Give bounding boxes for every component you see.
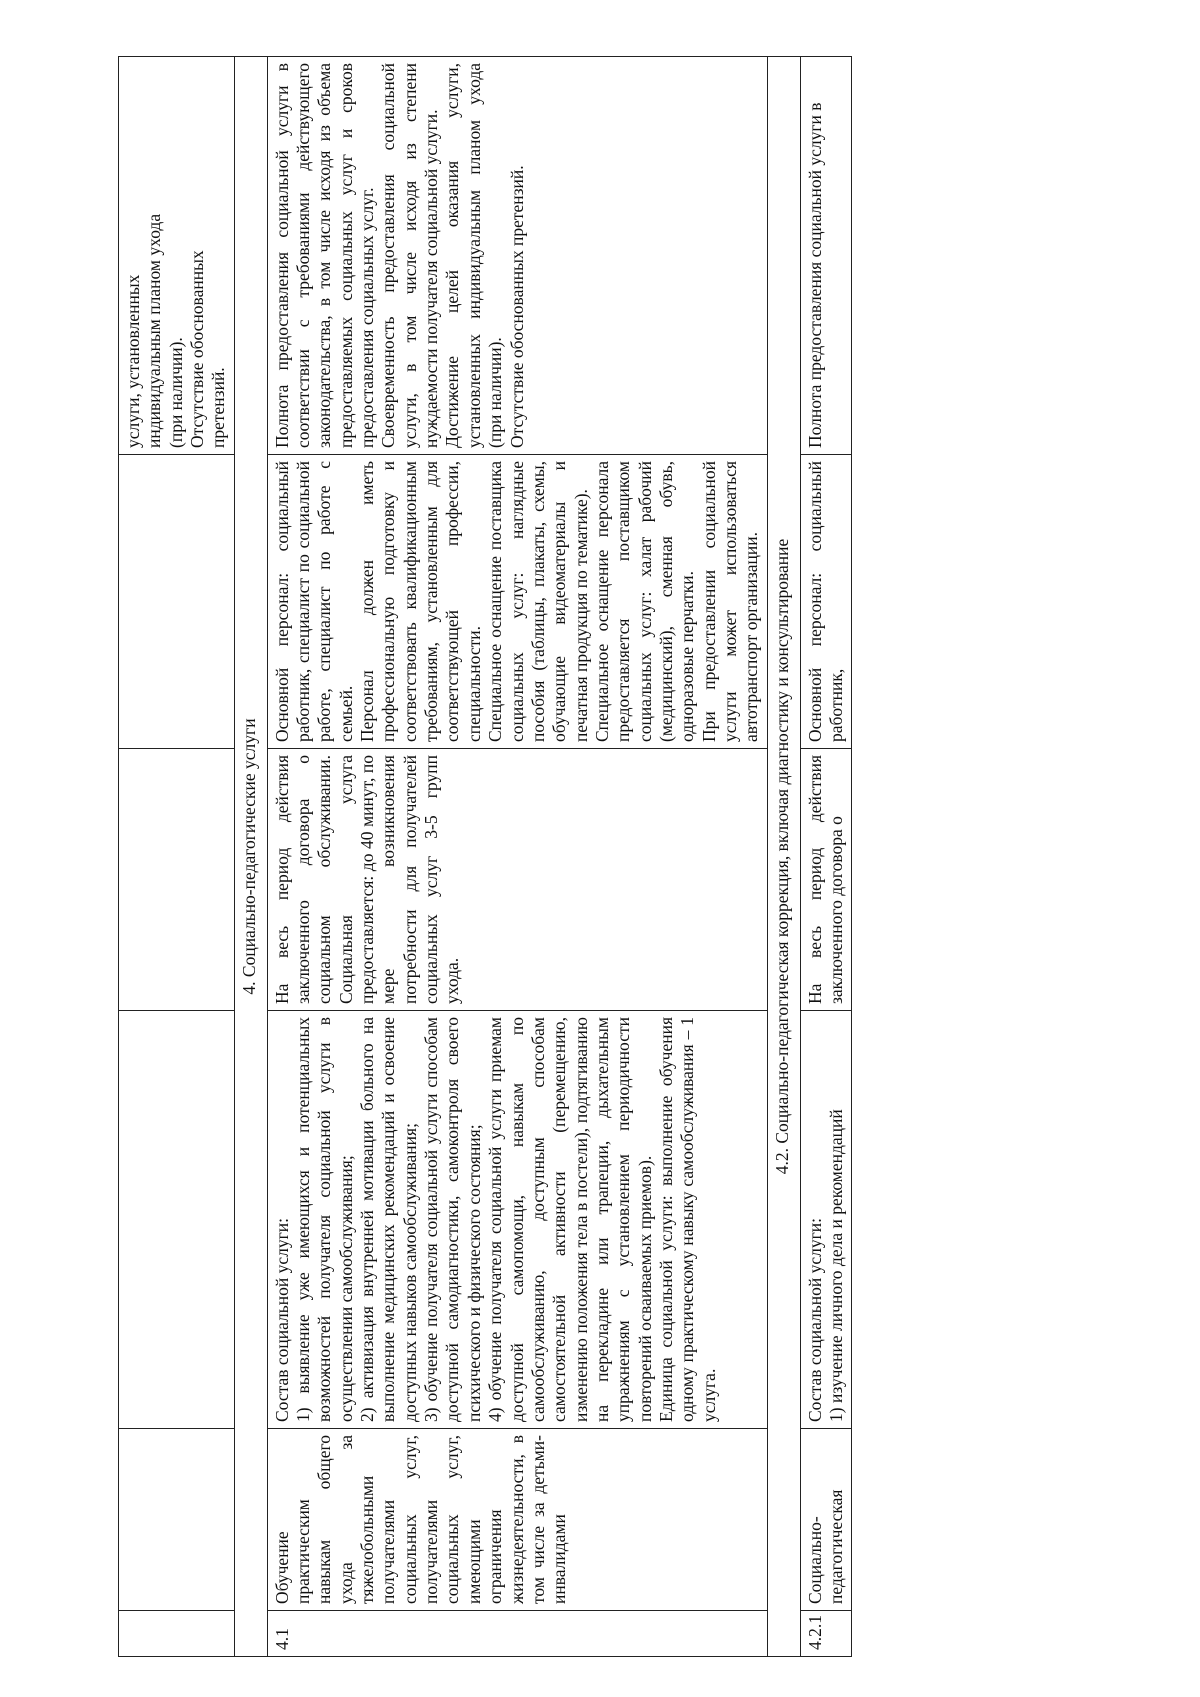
- description-line: 2) активизация внутренней мотивации больного на выполнение медицинских рекомендаций и освоение доступных навыков самообслуживания;: [357, 1017, 420, 1422]
- row-number: 4.2.1: [800, 1611, 852, 1657]
- cell-criteria: [119, 57, 235, 455]
- section-row: [234, 57, 267, 1657]
- criteria-line: услуги, установленных: [123, 274, 143, 448]
- service-conditions: [267, 455, 767, 749]
- services-table: [118, 56, 852, 1657]
- description-line: 4) обучение получателя социальной услуги приемам доступной самопомощи, навыкам по самообслуживанию, доступным способам самостоятельной активности (перемещению, изменению положения тела в постели), подтягиванию на перекладине или трапеции, дыхательным упражнениям с установлением периодичности повторений осваиваемых приемов).: [485, 1017, 655, 1422]
- cell-description: [119, 1011, 235, 1429]
- service-description: [267, 1011, 767, 1429]
- criteria-line: (при наличии).: [165, 337, 186, 448]
- section-header: 4.2. Социально-педагогическая коррекция, включая диагностику и консультирование: [767, 57, 800, 1657]
- service-description: [800, 1011, 852, 1429]
- criteria-line: Отсутствие обоснованных претензий.: [506, 165, 527, 448]
- cell-name: [119, 1429, 235, 1611]
- service-timing: На весь период действия заключенного договора о социальном обслуживании. Социальная услуга предоставляется: до 40 минут, по мере возникновения потребности для получателей социальных услуг 3-5 групп ухода.: [267, 749, 767, 1011]
- description-line: Состав социальной услуги:: [271, 1217, 292, 1422]
- service-name: Обучение практическим навыкам общего ухода за тяжелобольными получателями социальных услуг, получателями социальных услуг, имеющими ограничения жизнедеятельности, в том числе за детьми-инвалидами: [267, 1429, 767, 1611]
- table-row: [267, 57, 767, 1657]
- criteria-line: Достижение целей оказания услуги, установленных индивидуальным планом ухода (при наличии).: [442, 63, 506, 448]
- conditions-line: Специальное оснащение поставщика социальных услуг: наглядные пособия (таблицы, плакаты, схемы, обучающие видеоматериалы и печатная продукция по тематике).: [485, 461, 591, 742]
- criteria-line: Отсутствие обоснованных: [187, 250, 208, 448]
- description-line: 3) обучение получателя социальной услуги способам доступной самодиагностики, самоконтроля своего психического и физического состояния;: [421, 1017, 484, 1422]
- conditions-line: При предоставлении социальной услуги может использоваться автотранспорт организации.: [698, 461, 762, 742]
- service-name: Социально-педагогическая: [800, 1429, 852, 1611]
- service-timing: На весь период действия заключенного договора о: [800, 749, 852, 1011]
- service-criteria: [267, 57, 767, 455]
- criteria-line: индивидуальным планом ухода: [144, 213, 165, 448]
- table-row: [119, 57, 235, 1657]
- cell-num: [119, 1611, 235, 1657]
- section-row: [767, 57, 800, 1657]
- criteria-line: претензий.: [208, 367, 229, 448]
- criteria-line: Своевременность предоставления социальной услуги, в том числе исходя из степени нуждаемости получателя социальной услуги.: [378, 63, 442, 448]
- conditions-line: Основной персонал: социальный работник, специалист по социальной работе, специалист по работе с семьей.: [271, 461, 356, 742]
- description-line: 1) изучение личного дела и рекомендаций: [825, 1109, 846, 1422]
- service-criteria: Полнота предоставления социальной услуги в: [800, 57, 852, 455]
- row-number: 4.1: [267, 1611, 767, 1657]
- section-header: 4. Социально-педагогические услуги: [234, 57, 267, 1657]
- conditions-line: Специальное оснащение персонала предоставляется поставщиком социальных услуг: халат рабочий (медицинский), сменная обувь, одноразовые перчатки.: [591, 461, 698, 742]
- table-row: [800, 57, 852, 1657]
- service-conditions: Основной персонал: социальный работник,: [800, 455, 852, 749]
- description-line: Единица социальной услуги: выполнение обучения одному практическому навыку самообслуживания – 1 услуга.: [655, 1017, 719, 1422]
- description-line: 1) выявление уже имеющихся и потенциальных возможностей получателя социальной услуги в осуществлении самообслуживания;: [293, 1017, 356, 1422]
- cell-timing: [119, 749, 235, 1011]
- conditions-line: Персонал должен иметь профессиональную подготовку и соответствовать квалификационным требованиям, установленным для соответствующей профессии, специальности.: [357, 461, 484, 742]
- criteria-line: Полнота предоставления социальной услуги в соответствии с требованиями действующего законодательства, в том числе исходя из объема предоставляемых социальных услуг и сроков предоставления социальных услуг.: [271, 63, 378, 448]
- cell-conditions: [119, 455, 235, 749]
- description-line: Состав социальной услуги:: [804, 1217, 825, 1422]
